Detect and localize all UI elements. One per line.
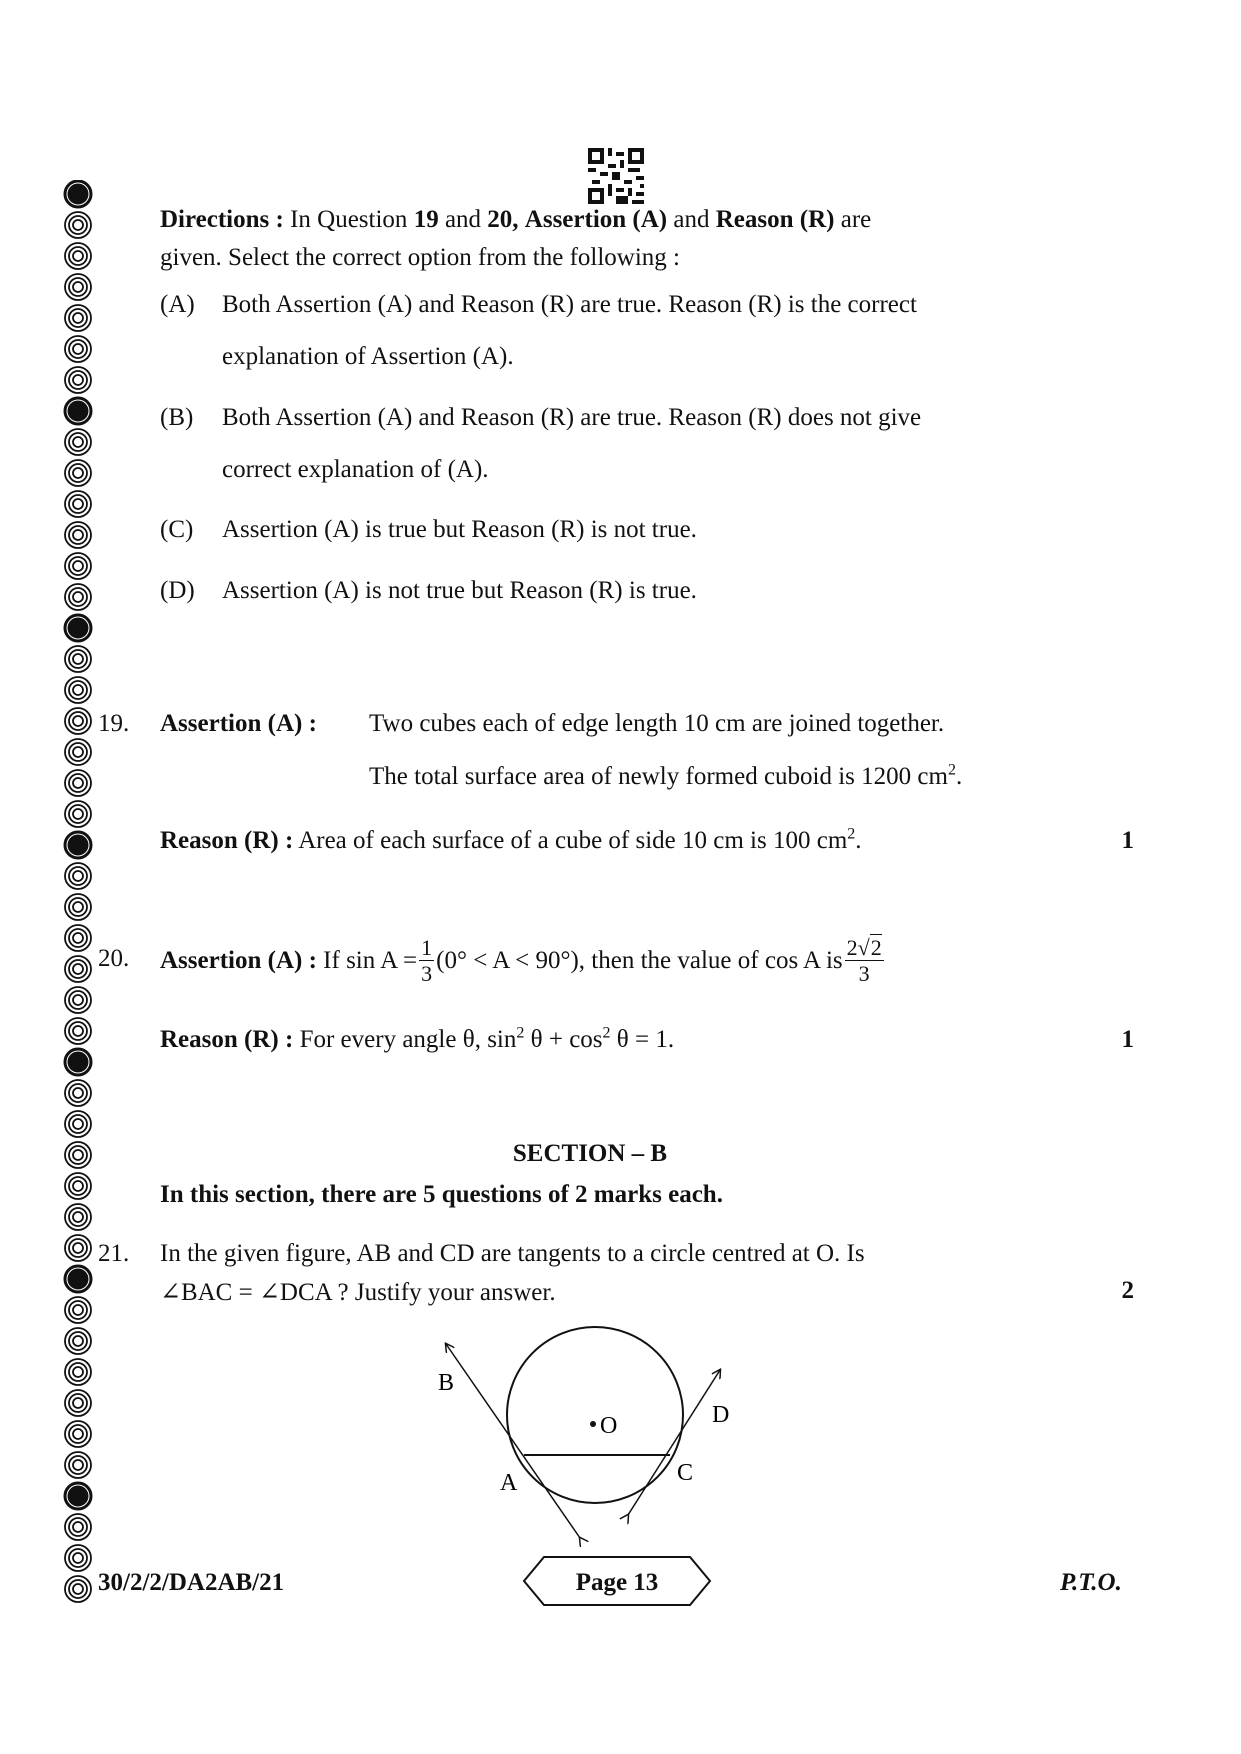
option-b-label: (B) [160,404,194,431]
margin-ring [65,1142,91,1168]
page-number: Page 13 [575,1569,659,1596]
margin-ornament [62,180,94,1610]
margin-ring [65,1080,91,1106]
label-c: C [677,1460,694,1486]
q20-number: 20. [98,945,130,972]
margin-ring [65,708,91,734]
margin-ring [65,1111,91,1137]
option-b-text-2: correct explanation of (A). [222,456,489,483]
q20-assertion-label: Assertion (A) : [160,947,317,974]
margin-ring [65,1235,91,1261]
margin-ring [65,429,91,455]
margin-ring [65,553,91,579]
margin-ring [65,1266,91,1292]
margin-ring [65,584,91,610]
margin-ring [65,522,91,548]
tangent-ab [446,1344,580,1538]
margin-ring [65,212,91,238]
q19-marks: 1 [1121,827,1134,854]
option-b-text: Both Assertion (A) and Reason (R) are true. Reason (R) does not give [222,404,922,431]
q20-marks: 1 [1121,1026,1134,1053]
q21-text: In the given figure, AB and CD are tangents to a circle centred at O. Is [160,1240,865,1267]
q19-reason-label: Reason (R) : [160,827,294,854]
label-b: B [438,1370,455,1396]
section-b-subtitle: In this section, there are 5 questions of 2 marks each. [160,1181,723,1208]
option-a-label: (A) [160,291,195,318]
q19-assertion-text: Two cubes each of edge length 10 cm are joined together. [369,710,945,737]
margin-ring [65,181,91,207]
pto-label: P.T.O. [1060,1569,1122,1596]
option-c-label: (C) [160,516,194,543]
margin-ring [65,925,91,951]
margin-ring [65,1173,91,1199]
fraction-two-root-two-over-three: $\frac{2√2}{3}$ [846,935,882,986]
option-a-text: Both Assertion (A) and Reason (R) are true. Reason (R) is the correct [222,291,917,318]
margin-ring [65,243,91,269]
margin-ring [65,739,91,765]
paper-code: 30/2/2/DA2AB/21 [98,1569,285,1596]
margin-ring [65,1328,91,1354]
margin-ring [65,1421,91,1447]
margin-ring [65,1018,91,1044]
margin-ring [65,336,91,362]
centre-point-o [590,1421,596,1427]
margin-ring [65,956,91,982]
margin-ring [65,491,91,517]
tangent-cd [628,1370,720,1515]
margin-ring [65,894,91,920]
margin-ring [65,367,91,393]
q20-assertion: Assertion (A) : If sin A = $\frac{1}{3}$ (0° < A < 90°), then the value of cos A is $\frac{2√2}{3}$ [160,935,882,986]
margin-ring [65,274,91,300]
margin-ring [65,646,91,672]
margin-ring [65,1483,91,1509]
q21-marks: 2 [1121,1277,1134,1304]
option-d-text: Assertion (A) is not true but Reason (R) is true. [222,577,697,604]
option-a-text-2: explanation of Assertion (A). [222,343,514,370]
q20-reason-label: Reason (R) : [160,1026,294,1053]
margin-ring [65,770,91,796]
margin-ring [65,1576,91,1602]
option-c-text: Assertion (A) is true but Reason (R) is not true. [222,516,697,543]
circle [507,1327,683,1503]
margin-ring [65,305,91,331]
q19-assertion-label: Assertion (A) : [160,710,317,737]
margin-ring [65,1514,91,1540]
margin-ring [65,1359,91,1385]
margin-ring [65,801,91,827]
qr-code [588,148,644,204]
directions-label: Directions : [160,206,284,233]
margin-ring [65,398,91,424]
margin-ring [65,1049,91,1075]
margin-ring [65,863,91,889]
margin-ring [65,987,91,1013]
fraction-one-third: $\frac{1}{3}$ [421,935,433,986]
directions-line-2: given. Select the correct option from the following : [160,244,680,271]
label-a: A [500,1470,518,1496]
q20-reason: Reason (R) : For every angle θ, $\sin^2 \theta + \cos^2 \theta = 1$. [160,1024,675,1053]
option-d-label: (D) [160,577,195,604]
q19-reason: Reason (R) : Area of each surface of a cube of side 10 cm is 100 $cm^2$. [160,825,862,854]
margin-ring [65,1545,91,1571]
q21-text-2: ∠BAC = ∠DCA ? Justify your answer. [160,1279,556,1306]
q19-assertion-text-2: The total surface area of newly formed cuboid is 1200 $cm^2$. [369,761,963,790]
margin-ring [65,1204,91,1230]
q19-number: 19. [98,710,130,737]
label-d: D [712,1402,730,1428]
section-b-title: SECTION – B [512,1140,668,1167]
margin-ring [65,1390,91,1416]
margin-ring [65,460,91,486]
margin-ring [65,615,91,641]
directions-line-1: Directions : In Question 19 and 20, Assertion (A) and Reason (R) are [160,206,872,233]
margin-ring [65,677,91,703]
tangent-circle-figure [420,1310,760,1550]
margin-ring [65,1452,91,1478]
q21-number: 21. [98,1240,130,1267]
margin-ring [65,1297,91,1323]
label-o: O [600,1413,618,1439]
margin-ring [65,832,91,858]
